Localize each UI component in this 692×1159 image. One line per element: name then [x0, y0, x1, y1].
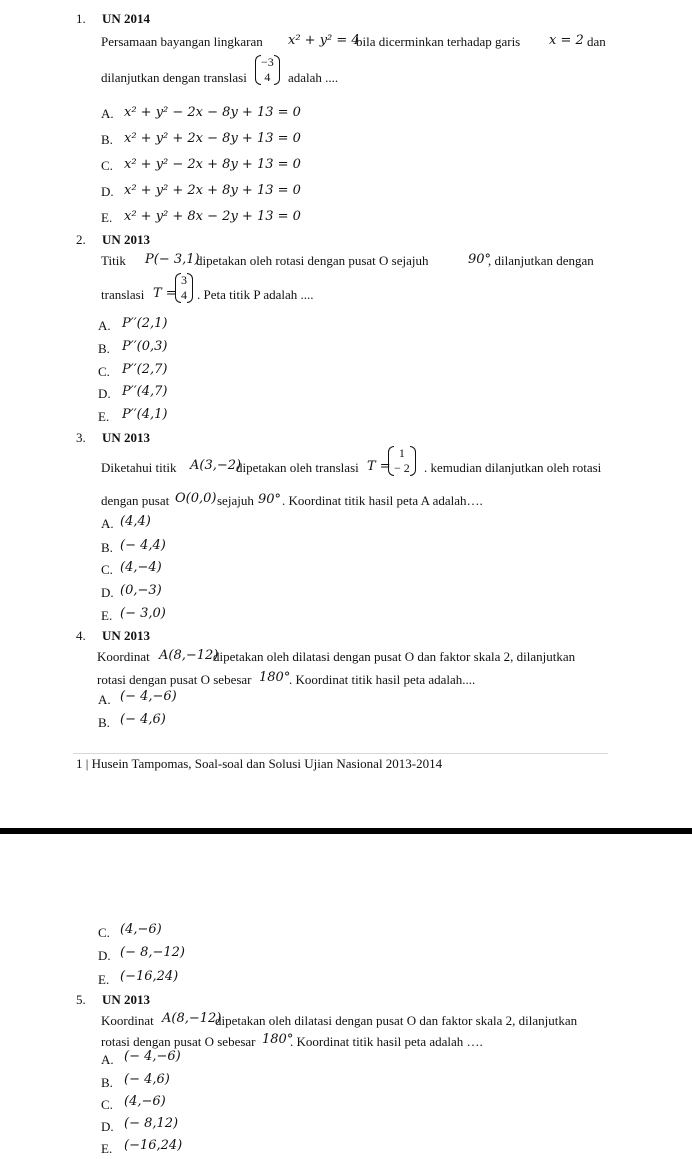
q3-option-c-label: C.	[101, 562, 113, 577]
q1-option-b-label: B.	[101, 132, 113, 147]
q4-option-d-value: (− 8,−12)	[120, 945, 186, 960]
q3-line1-b: dipetakan oleh translasi	[236, 460, 359, 475]
q5-line2-b: . Koordinat titik hasil peta adalah ….	[290, 1034, 483, 1049]
q1-line1-eq: x² + y² = 4	[288, 33, 360, 48]
q1-option-b-value: x² + y² + 2x − 8y + 13 = 0	[124, 131, 301, 146]
q5-header: UN 2013	[102, 992, 151, 1007]
q3-option-b-label: B.	[101, 540, 113, 555]
q4-option-d-label: D.	[98, 948, 111, 963]
q1-translation-matrix	[255, 55, 280, 85]
q3-option-c-value: (4,−4)	[120, 560, 162, 575]
q1-option-e-label: E.	[101, 210, 113, 225]
q2-option-c-value: P′′(2,7)	[122, 362, 168, 377]
q5-line2-a: rotasi dengan pusat O sebesar	[101, 1034, 256, 1049]
q4-option-a-label: A.	[98, 692, 111, 707]
q3-option-e-value: (− 3,0)	[120, 606, 166, 621]
q3-line1-point: A(3,−2)	[190, 458, 242, 473]
q5-number: 5.	[76, 992, 86, 1007]
q2-matrix-top: 3	[181, 273, 187, 287]
q2-option-d-value: P′′(4,7)	[122, 384, 168, 399]
q2-line2-a: translasi	[101, 287, 145, 302]
q3-matrix-bottom: − 2	[394, 461, 410, 475]
q2-line2-b: . Peta titik P adalah ....	[197, 287, 314, 302]
q5-line1-b: dipetakan oleh dilatasi dengan pusat O dan faktor skala 2, dilanjutkan	[215, 1013, 578, 1028]
q1-line1-c: dan	[587, 34, 606, 49]
q4-header: UN 2013	[102, 628, 151, 643]
q5-option-a-value: (− 4,−6)	[124, 1049, 181, 1064]
q2-translation-matrix	[175, 273, 193, 303]
q3-line2-point: O(0,0)	[175, 491, 217, 506]
q4-line2-a: rotasi dengan pusat O sebesar	[97, 672, 252, 687]
q1-matrix-top: −3	[261, 55, 274, 69]
q3-line1-T: T =	[367, 459, 391, 474]
q5-option-b-label: B.	[101, 1075, 113, 1090]
q4-line1-point: A(8,−12)	[159, 648, 219, 663]
q5-option-e-label: E.	[101, 1141, 113, 1156]
q3-option-a-label: A.	[101, 516, 114, 531]
q3-line2-b: sejajuh	[217, 493, 254, 508]
q1-option-c-label: C.	[101, 158, 113, 173]
q2-line1-b: dipetakan oleh rotasi dengan pusat O sejajuh	[196, 253, 429, 268]
q2-matrix-bottom: 4	[181, 288, 187, 302]
q1-matrix-bottom: 4	[264, 70, 271, 84]
q2-option-b-value: P′′(0,3)	[122, 339, 168, 354]
q1-option-a-value: x² + y² − 2x − 8y + 13 = 0	[124, 105, 301, 120]
q1-option-d-label: D.	[101, 184, 114, 199]
q2-option-e-value: P′′(4,1)	[122, 407, 168, 422]
q5-option-d-label: D.	[101, 1119, 114, 1134]
q3-line1-c: . kemudian dilanjutkan oleh rotasi	[424, 460, 602, 475]
page-break-bar	[0, 828, 692, 834]
q5-option-c-label: C.	[101, 1097, 113, 1112]
q4-option-b-label: B.	[98, 715, 110, 730]
q1-option-c-value: x² + y² − 2x + 8y + 13 = 0	[124, 157, 301, 172]
q4-option-a-value: (− 4,−6)	[120, 689, 177, 704]
q2-option-e-label: E.	[98, 409, 110, 424]
q2-option-d-label: D.	[98, 386, 111, 401]
q3-matrix-top: 1	[398, 446, 405, 460]
q1-line1-b: bila dicerminkan terhadap garis	[356, 34, 521, 49]
q3-translation-matrix	[388, 446, 416, 476]
q5-line1-a: Koordinat	[101, 1013, 154, 1028]
q2-option-c-label: C.	[98, 364, 110, 379]
q2-line1-a: Titik	[101, 253, 126, 268]
q2-number: 2.	[76, 232, 86, 247]
q5-line1-point: A(8,−12)	[162, 1011, 222, 1026]
footer-divider	[73, 753, 608, 754]
q3-line2-c: . Koordinat titik hasil peta A adalah….	[282, 493, 483, 508]
q1-option-e-value: x² + y² + 8x − 2y + 13 = 0	[124, 209, 301, 224]
q3-option-a-value: (4,4)	[120, 514, 151, 529]
q3-option-d-value: (0,−3)	[120, 583, 162, 598]
q4-line2-degree: 180°	[259, 670, 291, 685]
q3-line2-a: dengan pusat	[101, 493, 170, 508]
q4-option-c-value: (4,−6)	[120, 922, 162, 937]
q5-option-a-label: A.	[101, 1052, 114, 1067]
q1-line1-a: Persamaan bayangan lingkaran	[101, 34, 263, 49]
q4-option-e-value: (−16,24)	[120, 969, 179, 984]
q2-line2-T: T =	[153, 286, 177, 301]
q5-line2-degree: 180°	[262, 1032, 294, 1047]
q2-header: UN 2013	[102, 232, 151, 247]
q1-line2-b: adalah ....	[288, 70, 339, 85]
q1-number: 1.	[76, 11, 86, 26]
q4-option-b-value: (− 4,6)	[120, 712, 166, 727]
q5-option-c-value: (4,−6)	[124, 1094, 166, 1109]
q2-option-a-label: A.	[98, 318, 111, 333]
q3-line1-a: Diketahui titik	[101, 460, 177, 475]
q2-line1-point: P(− 3,1)	[145, 252, 200, 267]
q1-option-d-value: x² + y² + 2x + 8y + 13 = 0	[124, 183, 301, 198]
q2-option-a-value: P′′(2,1)	[122, 316, 168, 331]
q5-option-b-value: (− 4,6)	[124, 1072, 170, 1087]
q3-option-e-label: E.	[101, 608, 113, 623]
q2-option-b-label: B.	[98, 341, 110, 356]
page-footer: 1 | Husein Tampomas, Soal-soal dan Solusi Ujian Nasional 2013-2014	[76, 756, 443, 771]
q5-option-d-value: (− 8,12)	[124, 1116, 179, 1131]
q3-header: UN 2013	[102, 430, 151, 445]
q3-line2-degree: 90°	[258, 492, 282, 507]
q3-option-d-label: D.	[101, 585, 114, 600]
q1-option-a-label: A.	[101, 106, 114, 121]
q2-line1-c: , dilanjutkan dengan	[488, 253, 594, 268]
q2-line1-degree: 90°	[468, 252, 492, 267]
q4-line2-b: . Koordinat titik hasil peta adalah....	[289, 672, 476, 687]
q5-option-e-value: (−16,24)	[124, 1138, 183, 1153]
q4-line1-b: dipetakan oleh dilatasi dengan pusat O dan faktor skala 2, dilanjutkan	[213, 649, 576, 664]
q4-option-e-label: E.	[98, 972, 110, 987]
q4-number: 4.	[76, 628, 86, 643]
q1-header: UN 2014	[102, 11, 151, 26]
q4-line1-a: Koordinat	[97, 649, 150, 664]
q1-line1-eq2: x = 2	[549, 33, 584, 48]
q3-option-b-value: (− 4,4)	[120, 538, 166, 553]
q3-number: 3.	[76, 430, 86, 445]
q1-line2-a: dilanjutkan dengan translasi	[101, 70, 247, 85]
q4-option-c-label: C.	[98, 925, 110, 940]
